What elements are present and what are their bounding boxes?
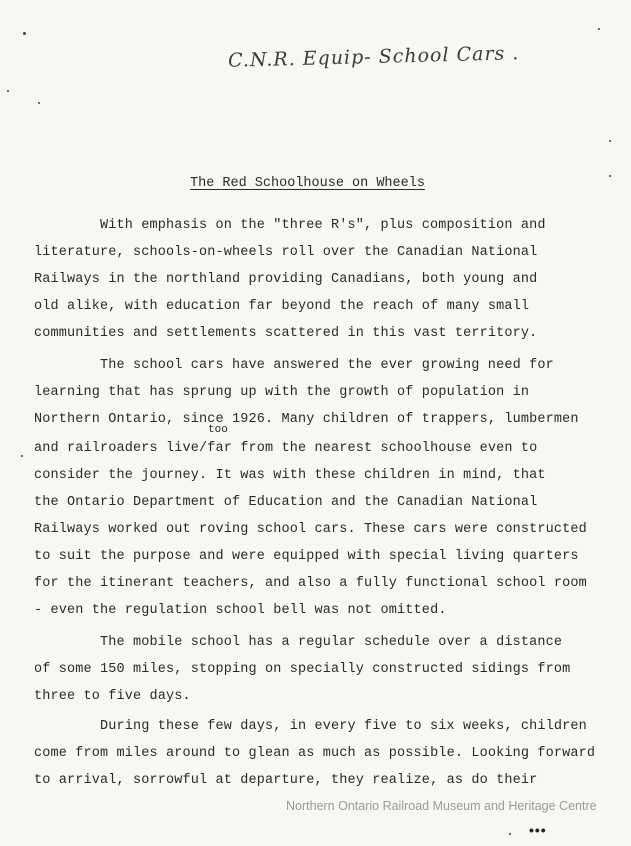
text-line: learning that has sprung up with the growth of population in	[34, 385, 530, 400]
scan-speck	[7, 90, 9, 92]
watermark: Northern Ontario Railroad Museum and Heritage Centre	[286, 799, 597, 813]
text-line: for the itinerant teachers, and also a fully functional school room	[34, 576, 587, 591]
text-line: consider the journey. It was with these children in mind, that	[34, 468, 546, 483]
document-title: The Red Schoolhouse on Wheels	[190, 176, 425, 191]
text-line: - even the regulation school bell was not omitted.	[34, 603, 447, 618]
scan-speck	[509, 833, 511, 835]
text-line: old alike, with education far beyond the reach of many small	[34, 299, 530, 314]
text-line: the Ontario Department of Education and the Canadian National	[34, 495, 538, 510]
text-line: of some 150 miles, stopping on specially constructed sidings from	[34, 662, 571, 677]
text-line: Northern Ontario, since 1926. Many children of trappers, lumbermen	[34, 412, 579, 427]
text-line: communities and settlements scattered in this vast territory.	[34, 326, 538, 341]
handwritten-insertion: too	[208, 424, 228, 436]
text-line: to suit the purpose and were equipped with special living quarters	[34, 549, 579, 564]
scan-speck	[21, 455, 23, 457]
text-line: three to five days.	[34, 689, 191, 704]
text-line: With emphasis on the "three R's", plus composition and	[100, 218, 546, 233]
text-line: literature, schools-on-wheels roll over the Canadian National	[34, 245, 538, 260]
scan-speck	[598, 28, 600, 30]
text-line: The school cars have answered the ever growing need for	[100, 358, 554, 373]
text-line: to arrival, sorrowful at departure, they realize, as do their	[34, 773, 538, 788]
text-line: and railroaders live/far from the nearest schoolhouse even to	[34, 441, 538, 456]
text-line: Railways worked out roving school cars. These cars were constructed	[34, 522, 587, 537]
text-line: The mobile school has a regular schedule over a distance	[100, 635, 563, 650]
text-line: During these few days, in every five to six weeks, children	[100, 719, 587, 734]
scan-speck	[38, 102, 40, 104]
scan-speck	[609, 175, 611, 177]
handwritten-note: C.N.R. Equip- School Cars .	[227, 42, 520, 72]
more-options-icon[interactable]: •••	[529, 822, 547, 838]
text-line: Railways in the northland providing Canadians, both young and	[34, 272, 538, 287]
scan-speck	[23, 32, 26, 35]
scan-speck	[609, 140, 611, 142]
text-line: come from miles around to glean as much as possible. Looking forward	[34, 746, 596, 761]
